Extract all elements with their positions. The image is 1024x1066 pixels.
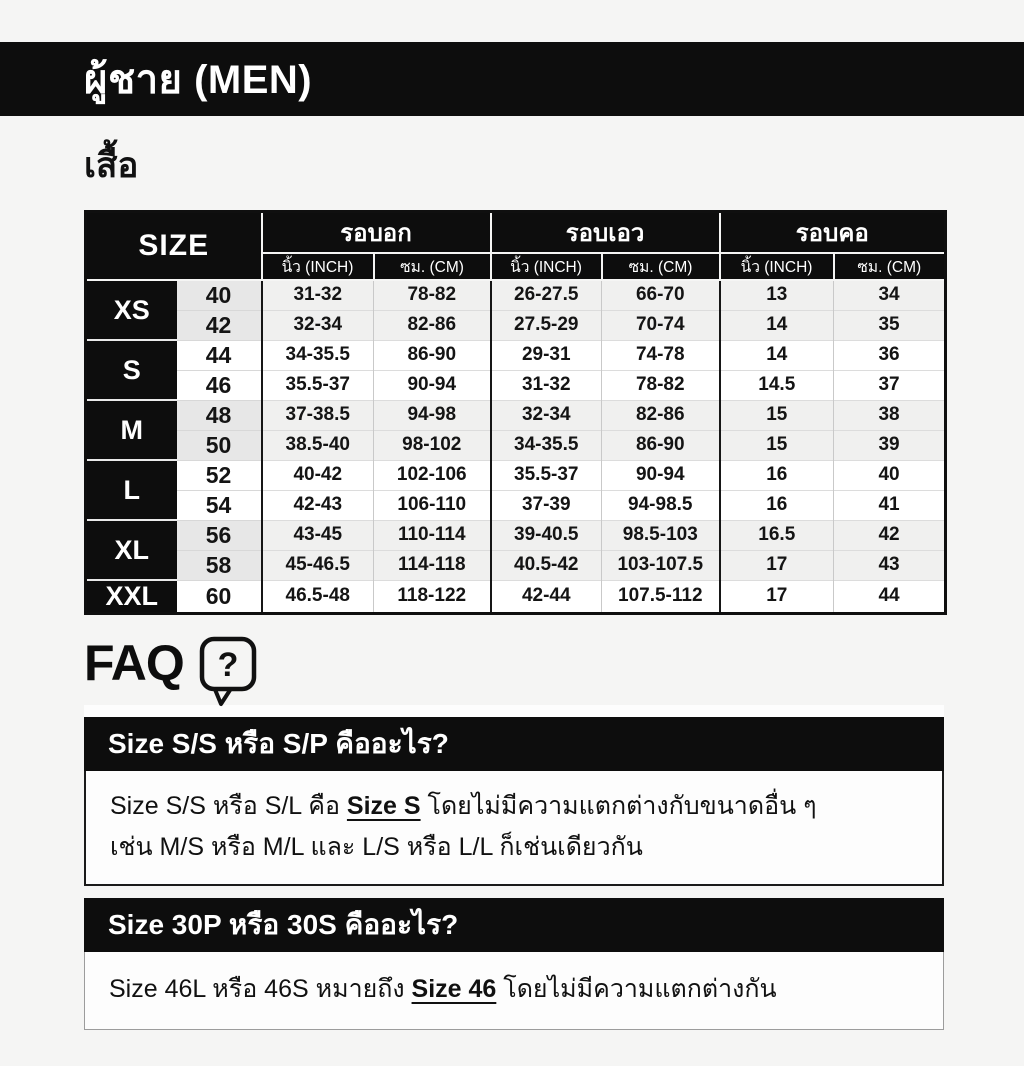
waist-inch-cell: 34-35.5 bbox=[491, 430, 602, 460]
chest-inch-cell: 45-46.5 bbox=[262, 550, 374, 580]
chest-inch-cell: 42-43 bbox=[262, 490, 374, 520]
size-group-label: L bbox=[86, 460, 177, 520]
faq-heading: FAQ bbox=[84, 635, 184, 691]
table-row bbox=[86, 430, 946, 460]
waist-cm-cell: 86-90 bbox=[602, 430, 720, 460]
section-title-shirt: เสื้อ bbox=[84, 146, 139, 185]
chest-inch-cell: 38.5-40 bbox=[262, 430, 374, 460]
size-column-header: SIZE bbox=[86, 212, 262, 281]
chest-cm-cell: 82-86 bbox=[374, 310, 491, 340]
table-row bbox=[86, 370, 946, 400]
table-row bbox=[86, 340, 946, 370]
neck-cm-cell: 34 bbox=[834, 280, 946, 310]
neck-cm-cell: 40 bbox=[834, 460, 946, 490]
neck-cm-cell: 42 bbox=[834, 520, 946, 550]
waist-cm-cell: 90-94 bbox=[602, 460, 720, 490]
neck-cm-cell: 37 bbox=[834, 370, 946, 400]
waist-cm-cell: 98.5-103 bbox=[602, 520, 720, 550]
size-number: 50 bbox=[177, 430, 262, 460]
neck-cm-cell: 38 bbox=[834, 400, 946, 430]
size-number: 54 bbox=[177, 490, 262, 520]
neck-cm-subheader: ซม. (CM) bbox=[834, 253, 946, 280]
neck-cm-cell: 44 bbox=[834, 580, 946, 614]
table-row bbox=[86, 520, 946, 550]
waist-inch-cell: 29-31 bbox=[491, 340, 602, 370]
neck-inch-cell: 14 bbox=[720, 340, 834, 370]
chest-inch-subheader: นิ้ว (INCH) bbox=[262, 253, 374, 280]
neck-inch-cell: 17 bbox=[720, 580, 834, 614]
chest-inch-cell: 43-45 bbox=[262, 520, 374, 550]
chest-group-header: รอบอก bbox=[262, 212, 491, 254]
answer-text: Size S/S หรือ S/L คือ bbox=[110, 792, 347, 820]
size-number: 42 bbox=[177, 310, 262, 340]
neck-cm-cell: 35 bbox=[834, 310, 946, 340]
chest-inch-cell: 35.5-37 bbox=[262, 370, 374, 400]
faq-question-1: Size S/S หรือ S/P คืออะไร? bbox=[108, 728, 449, 759]
neck-inch-cell: 14.5 bbox=[720, 370, 834, 400]
answer-text: Size 46L หรือ 46S หมายถึง bbox=[109, 975, 412, 1003]
neck-inch-cell: 16.5 bbox=[720, 520, 834, 550]
table-row bbox=[86, 280, 946, 310]
size-number: 56 bbox=[177, 520, 262, 550]
waist-inch-cell: 35.5-37 bbox=[491, 460, 602, 490]
faq-heading-row bbox=[84, 637, 1024, 695]
faq-answer-1-line-2: เช่น M/S หรือ M/L และ L/S หรือ L/L ก็เช่นเดียวกัน bbox=[110, 832, 643, 861]
faq-question-2: Size 30P หรือ 30S คืออะไร? bbox=[108, 909, 459, 940]
neck-group-header: รอบคอ bbox=[720, 212, 946, 254]
neck-inch-cell: 15 bbox=[720, 430, 834, 460]
waist-cm-subheader: ซม. (CM) bbox=[602, 253, 720, 280]
neck-inch-cell: 14 bbox=[720, 310, 834, 340]
waist-inch-cell: 37-39 bbox=[491, 490, 602, 520]
size-guide-page bbox=[0, 42, 1024, 1066]
faq-answer-2 bbox=[84, 952, 944, 1030]
table-row bbox=[86, 400, 946, 430]
waist-cm-cell: 107.5-112 bbox=[602, 580, 720, 614]
chest-cm-cell: 98-102 bbox=[374, 430, 491, 460]
table-row bbox=[86, 460, 946, 490]
chest-inch-cell: 46.5-48 bbox=[262, 580, 374, 614]
answer-emphasis: Size S bbox=[346, 792, 421, 820]
faq-question-bar-1 bbox=[84, 717, 944, 771]
faq-answer-1 bbox=[84, 771, 944, 886]
faq-answer-2-line-1 bbox=[109, 969, 919, 1010]
faq-section-gap bbox=[0, 886, 1024, 898]
waist-group-header: รอบเอว bbox=[491, 212, 720, 254]
chest-cm-cell: 106-110 bbox=[374, 490, 491, 520]
waist-inch-cell: 32-34 bbox=[491, 400, 602, 430]
waist-cm-cell: 74-78 bbox=[602, 340, 720, 370]
waist-inch-cell: 39-40.5 bbox=[491, 520, 602, 550]
answer-emphasis: Size 46 bbox=[411, 975, 497, 1003]
waist-inch-subheader: นิ้ว (INCH) bbox=[491, 253, 602, 280]
size-number: 40 bbox=[177, 280, 262, 310]
chest-cm-cell: 110-114 bbox=[374, 520, 491, 550]
chest-cm-cell: 114-118 bbox=[374, 550, 491, 580]
neck-inch-cell: 13 bbox=[720, 280, 834, 310]
chest-cm-subheader: ซม. (CM) bbox=[374, 253, 491, 280]
table-row bbox=[86, 490, 946, 520]
table-row bbox=[86, 550, 946, 580]
size-number: 58 bbox=[177, 550, 262, 580]
title-bar bbox=[0, 42, 1024, 116]
chest-cm-cell: 90-94 bbox=[374, 370, 491, 400]
size-number: 52 bbox=[177, 460, 262, 490]
question-mark-glyph: ? bbox=[217, 646, 239, 684]
size-group-label: XL bbox=[86, 520, 177, 580]
size-number: 60 bbox=[177, 580, 262, 614]
table-row bbox=[86, 310, 946, 340]
chest-inch-cell: 32-34 bbox=[262, 310, 374, 340]
neck-inch-cell: 15 bbox=[720, 400, 834, 430]
waist-inch-cell: 40.5-42 bbox=[491, 550, 602, 580]
question-bubble-icon bbox=[198, 635, 262, 707]
waist-cm-cell: 70-74 bbox=[602, 310, 720, 340]
neck-inch-cell: 16 bbox=[720, 490, 834, 520]
table-header-row bbox=[86, 212, 946, 254]
chest-cm-cell: 86-90 bbox=[374, 340, 491, 370]
chest-cm-cell: 78-82 bbox=[374, 280, 491, 310]
table-row bbox=[86, 580, 946, 614]
neck-cm-cell: 41 bbox=[834, 490, 946, 520]
size-group-label: M bbox=[86, 400, 177, 460]
size-group-label: S bbox=[86, 340, 177, 400]
answer-text: โดยไม่มีความแตกต่างกัน bbox=[496, 975, 777, 1003]
chest-inch-cell: 31-32 bbox=[262, 280, 374, 310]
waist-inch-cell: 27.5-29 bbox=[491, 310, 602, 340]
waist-inch-cell: 42-44 bbox=[491, 580, 602, 614]
waist-cm-cell: 94-98.5 bbox=[602, 490, 720, 520]
neck-inch-cell: 17 bbox=[720, 550, 834, 580]
waist-cm-cell: 103-107.5 bbox=[602, 550, 720, 580]
chest-inch-cell: 37-38.5 bbox=[262, 400, 374, 430]
chest-inch-cell: 40-42 bbox=[262, 460, 374, 490]
waist-cm-cell: 82-86 bbox=[602, 400, 720, 430]
neck-cm-cell: 36 bbox=[834, 340, 946, 370]
size-number: 48 bbox=[177, 400, 262, 430]
waist-inch-cell: 31-32 bbox=[491, 370, 602, 400]
waist-inch-cell: 26-27.5 bbox=[491, 280, 602, 310]
size-number: 44 bbox=[177, 340, 262, 370]
size-group-label: XXL bbox=[86, 580, 177, 614]
waist-cm-cell: 78-82 bbox=[602, 370, 720, 400]
chest-cm-cell: 102-106 bbox=[374, 460, 491, 490]
neck-cm-cell: 39 bbox=[834, 430, 946, 460]
chest-cm-cell: 118-122 bbox=[374, 580, 491, 614]
size-chart-table bbox=[84, 210, 947, 615]
size-number: 46 bbox=[177, 370, 262, 400]
chest-cm-cell: 94-98 bbox=[374, 400, 491, 430]
answer-text: โดยไม่มีความแตกต่างกับขนาดอื่น ๆ bbox=[420, 792, 817, 820]
faq-answer-1-line-1 bbox=[110, 786, 918, 827]
chest-inch-cell: 34-35.5 bbox=[262, 340, 374, 370]
size-group-label: XS bbox=[86, 280, 177, 340]
faq-question-bar-2 bbox=[84, 898, 944, 952]
neck-inch-cell: 16 bbox=[720, 460, 834, 490]
waist-cm-cell: 66-70 bbox=[602, 280, 720, 310]
neck-inch-subheader: นิ้ว (INCH) bbox=[720, 253, 834, 280]
neck-cm-cell: 43 bbox=[834, 550, 946, 580]
page-title: ผู้ชาย (MEN) bbox=[84, 58, 313, 102]
